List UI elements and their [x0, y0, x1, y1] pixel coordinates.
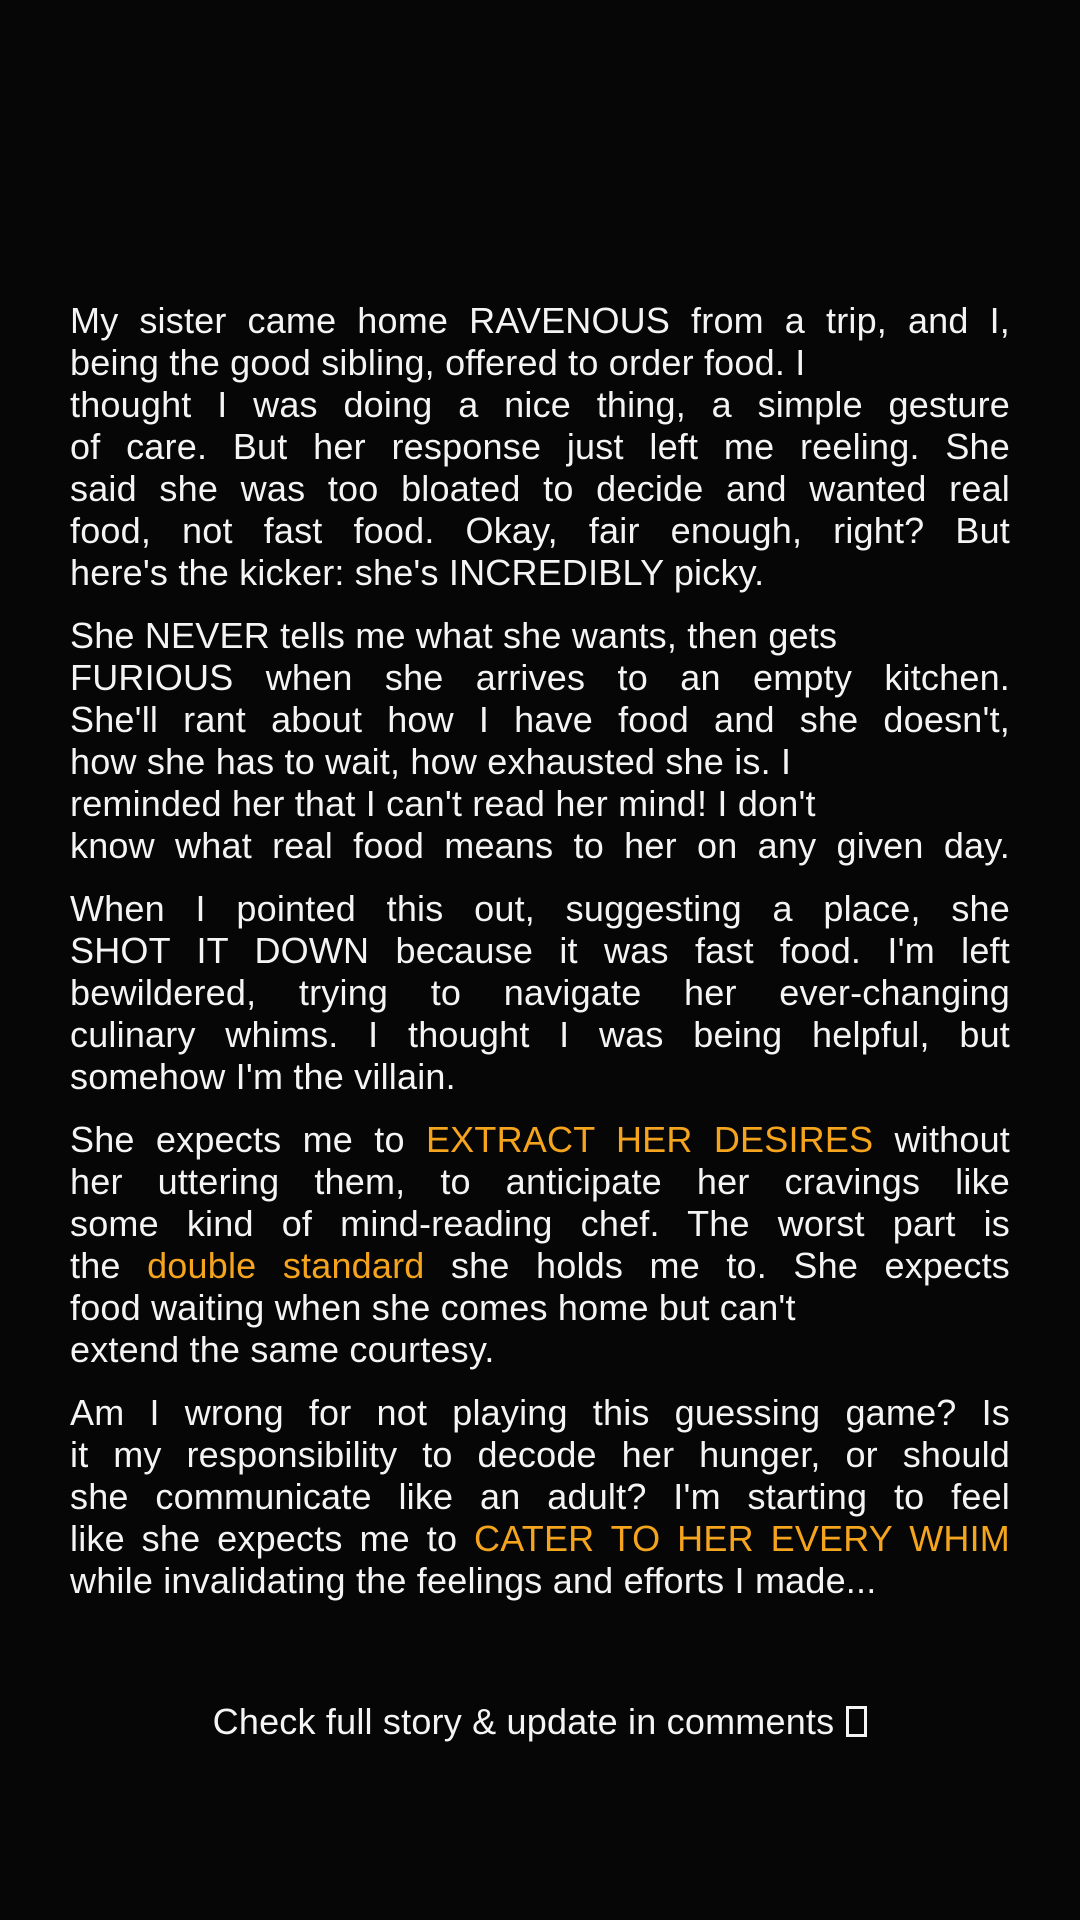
story-line: [70, 384, 1010, 426]
story-text-segment: SHOT IT DOWN because it was fast food. I'm left: [70, 930, 1010, 971]
story-text-block: [70, 300, 1010, 1623]
story-line: [70, 615, 1010, 657]
story-text-segment: like she expects me to: [70, 1518, 475, 1559]
story-text-segment: while invalidating the feelings and efforts I made...: [70, 1560, 877, 1601]
story-text-segment: being the good sibling, offered to order food. I: [70, 342, 806, 383]
story-line: [70, 1329, 1010, 1371]
story-line: [70, 783, 1010, 825]
story-text-segment: her uttering them, to anticipate her cravings like: [70, 1161, 1010, 1202]
story-paragraph: [70, 1119, 1010, 1371]
highlighted-phrase: CATER TO HER EVERY WHIM: [474, 1518, 1010, 1559]
story-line: [70, 1014, 1010, 1056]
story-line: [70, 1476, 1010, 1518]
story-text-segment: She expects me to: [70, 1119, 426, 1160]
story-line: [70, 468, 1010, 510]
story-text-segment: My sister came home RAVENOUS from a trip, and I,: [70, 300, 1010, 341]
story-text-segment: bewildered, trying to navigate her ever-changing: [70, 972, 1010, 1013]
story-line: [70, 552, 1010, 594]
story-text-segment: somehow I'm the villain.: [70, 1056, 456, 1097]
story-line: [70, 888, 1010, 930]
story-text-segment: extend the same courtesy.: [70, 1329, 495, 1370]
story-paragraph: [70, 888, 1010, 1098]
story-line: [70, 1245, 1010, 1287]
story-line: [70, 699, 1010, 741]
story-text-segment: reminded her that I can't read her mind! I don't: [70, 783, 816, 824]
story-line: [70, 825, 1010, 867]
story-line: [70, 1392, 1010, 1434]
story-text-segment: thought I was doing a nice thing, a simple gesture: [70, 384, 1010, 425]
story-line: [70, 1119, 1010, 1161]
story-line: [70, 1560, 1010, 1602]
story-text-segment: she communicate like an adult? I'm starting to feel: [70, 1476, 1010, 1517]
story-text-segment: She'll rant about how I have food and she doesn't,: [70, 699, 1010, 740]
story-line: [70, 1434, 1010, 1476]
story-text-segment: FURIOUS when she arrives to an empty kitchen.: [70, 657, 1010, 698]
story-text-segment: here's the kicker: she's INCREDIBLY picky.: [70, 552, 765, 593]
story-line: [70, 342, 1010, 384]
story-line: [70, 741, 1010, 783]
story-line: [70, 972, 1010, 1014]
story-line: [70, 1287, 1010, 1329]
story-line: [70, 657, 1010, 699]
story-text-segment: it my responsibility to decode her hunger, or should: [70, 1434, 1010, 1475]
story-text-segment: without: [873, 1119, 1011, 1160]
story-text-segment: She NEVER tells me what she wants, then gets: [70, 615, 838, 656]
story-text-segment: culinary whims. I thought I was being helpful, but: [70, 1014, 1010, 1055]
story-text-segment: food waiting when she comes home but can't: [70, 1287, 796, 1328]
story-text-segment: said she was too bloated to decide and wanted real: [70, 468, 1010, 509]
story-text-segment: know what real food means to her on any given day.: [70, 825, 1010, 866]
highlighted-phrase: double standard: [147, 1245, 425, 1286]
story-line: [70, 1518, 1010, 1560]
cta-line: [0, 1700, 1080, 1744]
story-text-segment: of care. But her response just left me reeling. She: [70, 426, 1010, 467]
missing-glyph-box: [846, 1706, 867, 1737]
story-text-segment: the: [70, 1245, 148, 1286]
story-text-segment: Am I wrong for not playing this guessing game? Is: [70, 1392, 1010, 1433]
story-paragraph: [70, 615, 1010, 867]
story-line: [70, 1056, 1010, 1098]
story-text-segment: When I pointed this out, suggesting a place, she: [70, 888, 1010, 929]
story-line: [70, 1203, 1010, 1245]
story-text-segment: some kind of mind-reading chef. The worst part is: [70, 1203, 1010, 1244]
story-paragraph: [70, 300, 1010, 594]
highlighted-phrase: EXTRACT HER DESIRES: [425, 1119, 874, 1160]
story-line: [70, 426, 1010, 468]
story-line: [70, 510, 1010, 552]
story-line: [70, 300, 1010, 342]
story-text-segment: how she has to wait, how exhausted she is. I: [70, 741, 792, 782]
story-text-segment: food, not fast food. Okay, fair enough, right? But: [70, 510, 1010, 551]
cta-text: Check full story & update in comments: [212, 1701, 835, 1742]
story-paragraph: [70, 1392, 1010, 1602]
story-line: [70, 1161, 1010, 1203]
story-line: [70, 930, 1010, 972]
story-text-segment: she holds me to. She expects: [424, 1245, 1010, 1286]
